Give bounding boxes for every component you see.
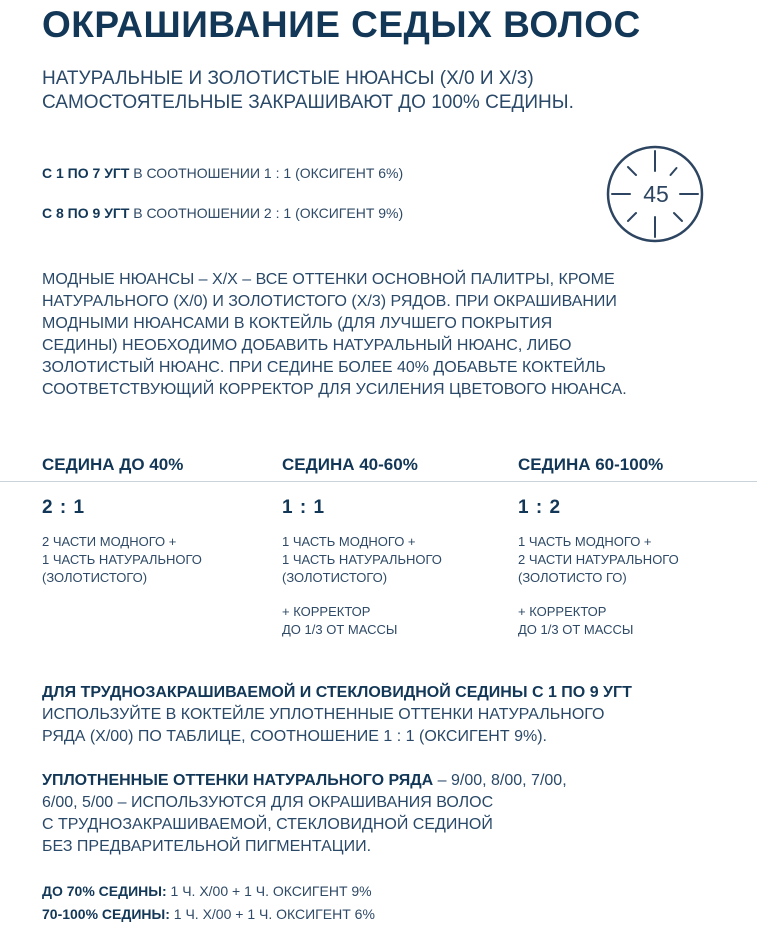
page-title: ОКРАШИВАНИЕ СЕДЫХ ВОЛОС	[42, 4, 641, 45]
final-text: 1 Ч. Х/00 + 1 Ч. ОКСИГЕНТ 6%	[169, 906, 375, 922]
text-line: 1 ЧАСТЬ НАТУРАЛЬНОГО	[282, 552, 442, 567]
text-line: 1 ЧАСТЬ НАТУРАЛЬНОГО	[42, 552, 202, 567]
ratio-line-2	[42, 205, 403, 221]
section-heading: УПЛОТНЕННЫЕ ОТТЕНКИ НАТУРАЛЬНОГО РЯДА	[42, 772, 434, 789]
ratio-text: В СООТНОШЕНИИ 2 : 1 (ОКСИГЕНТ 9%)	[129, 205, 404, 221]
column-corrector-note	[518, 603, 748, 639]
text-line: РЯДА (Х/00) ПО ТАБЛИЦЕ, СООТНОШЕНИЕ 1 : 1 (ОКСИГЕНТ 9%).	[42, 728, 547, 745]
text-line: НАТУРАЛЬНОГО (Х/0) И ЗОЛОТИСТОГО (Х/3) РЯДОВ. ПРИ ОКРАШИВАНИИ	[42, 293, 617, 310]
text-line: 2 ЧАСТИ НАТУРАЛЬНОГО	[518, 552, 679, 567]
text-line: ДО 1/3 ОТ МАССЫ	[518, 622, 634, 637]
column-heading: СЕДИНА 60-100%	[518, 455, 664, 474]
column-40-60	[282, 455, 512, 639]
column-up-to-40	[42, 455, 272, 587]
final-ratio-100	[42, 906, 375, 922]
text-line: 2 ЧАСТИ МОДНОГО +	[42, 534, 177, 549]
text-line: + КОРРЕКТОР	[518, 604, 607, 619]
timer-value: 45	[643, 181, 669, 207]
resistant-gray-section	[42, 682, 742, 748]
column-description	[42, 533, 272, 587]
subtitle	[42, 67, 732, 115]
column-description	[518, 533, 748, 587]
column-ratio: 1 : 2	[518, 497, 562, 518]
ratio-level: С 8 ПО 9 УГТ	[42, 205, 130, 221]
final-label: ДО 70% СЕДИНЫ:	[42, 883, 167, 899]
text-line: – 9/00, 8/00, 7/00,	[433, 772, 567, 789]
section-heading: ДЛЯ ТРУДНОЗАКРАШИВАЕМОЙ И СТЕКЛОВИДНОЙ СЕДИНЫ С 1 ПО 9 УГТ	[42, 684, 632, 701]
text-line: БЕЗ ПРЕДВАРИТЕЛЬНОЙ ПИГМЕНТАЦИИ.	[42, 838, 372, 855]
column-heading: СЕДИНА 40-60%	[282, 455, 418, 474]
text-line: МОДНЫМИ НЮАНСАМИ В КОКТЕЙЛЬ (ДЛЯ ЛУЧШЕГО ПОКРЫТИЯ	[42, 315, 553, 332]
timer-icon	[606, 145, 704, 243]
text-line: + КОРРЕКТОР	[282, 604, 371, 619]
ratio-line-1	[42, 165, 403, 181]
column-ratio: 2 : 1	[42, 497, 86, 518]
column-heading: СЕДИНА ДО 40%	[42, 455, 184, 474]
text-line: СЕДИНЫ) НЕОБХОДИМО ДОБАВИТЬ НАТУРАЛЬНЫЙ НЮАНС, ЛИБО	[42, 337, 572, 354]
text-line: ЗОЛОТИСТЫЙ НЮАНС. ПРИ СЕДИНЕ БОЛЕЕ 40% ДОБАВЬТЕ КОКТЕЙЛЬ	[42, 359, 606, 376]
text-line: ИСПОЛЬЗУЙТЕ В КОКТЕЙЛЕ УПЛОТНЕННЫЕ ОТТЕНКИ НАТУРАЛЬНОГО	[42, 706, 605, 723]
column-ratio: 1 : 1	[282, 497, 326, 518]
final-text: 1 Ч. Х/00 + 1 Ч. ОКСИГЕНТ 9%	[166, 883, 372, 899]
ratio-text: В СООТНОШЕНИИ 1 : 1 (ОКСИГЕНТ 6%)	[129, 165, 404, 181]
text-line: 1 ЧАСТЬ МОДНОГО +	[282, 534, 416, 549]
text-line: 6/00, 5/00 – ИСПОЛЬЗУЮТСЯ ДЛЯ ОКРАШИВАНИЯ ВОЛОС	[42, 794, 494, 811]
dense-shades-section	[42, 770, 742, 858]
text-line: (ЗОЛОТИСТО ГО)	[518, 570, 627, 585]
fashion-nuances-text	[42, 269, 722, 401]
text-line: 1 ЧАСТЬ МОДНОГО +	[518, 534, 652, 549]
column-corrector-note	[282, 603, 512, 639]
text-line: (ЗОЛОТИСТОГО)	[42, 570, 148, 585]
ratio-level: С 1 ПО 7 УГТ	[42, 165, 130, 181]
text-line: ДО 1/3 ОТ МАССЫ	[282, 622, 398, 637]
final-ratio-70	[42, 883, 372, 899]
final-label: 70-100% СЕДИНЫ:	[42, 906, 170, 922]
text-line: СООТВЕТСТВУЮЩИЙ КОРРЕКТОР ДЛЯ УСИЛЕНИЯ ЦВЕТОВОГО НЮАНСА.	[42, 381, 627, 398]
column-60-100	[518, 455, 748, 639]
text-line: (ЗОЛОТИСТОГО)	[282, 570, 388, 585]
text-line: МОДНЫЕ НЮАНСЫ – Х/Х – ВСЕ ОТТЕНКИ ОСНОВНОЙ ПАЛИТРЫ, КРОМЕ	[42, 271, 615, 288]
subtitle-line: САМОСТОЯТЕЛЬНЫЕ ЗАКРАШИВАЮТ ДО 100% СЕДИНЫ.	[42, 92, 574, 113]
text-line: С ТРУДНОЗАКРАШИВАЕМОЙ, СТЕКЛОВИДНОЙ СЕДИНОЙ	[42, 816, 493, 833]
column-description	[282, 533, 512, 587]
subtitle-line: НАТУРАЛЬНЫЕ И ЗОЛОТИСТЫЕ НЮАНСЫ (Х/0 И Х/3)	[42, 68, 534, 89]
